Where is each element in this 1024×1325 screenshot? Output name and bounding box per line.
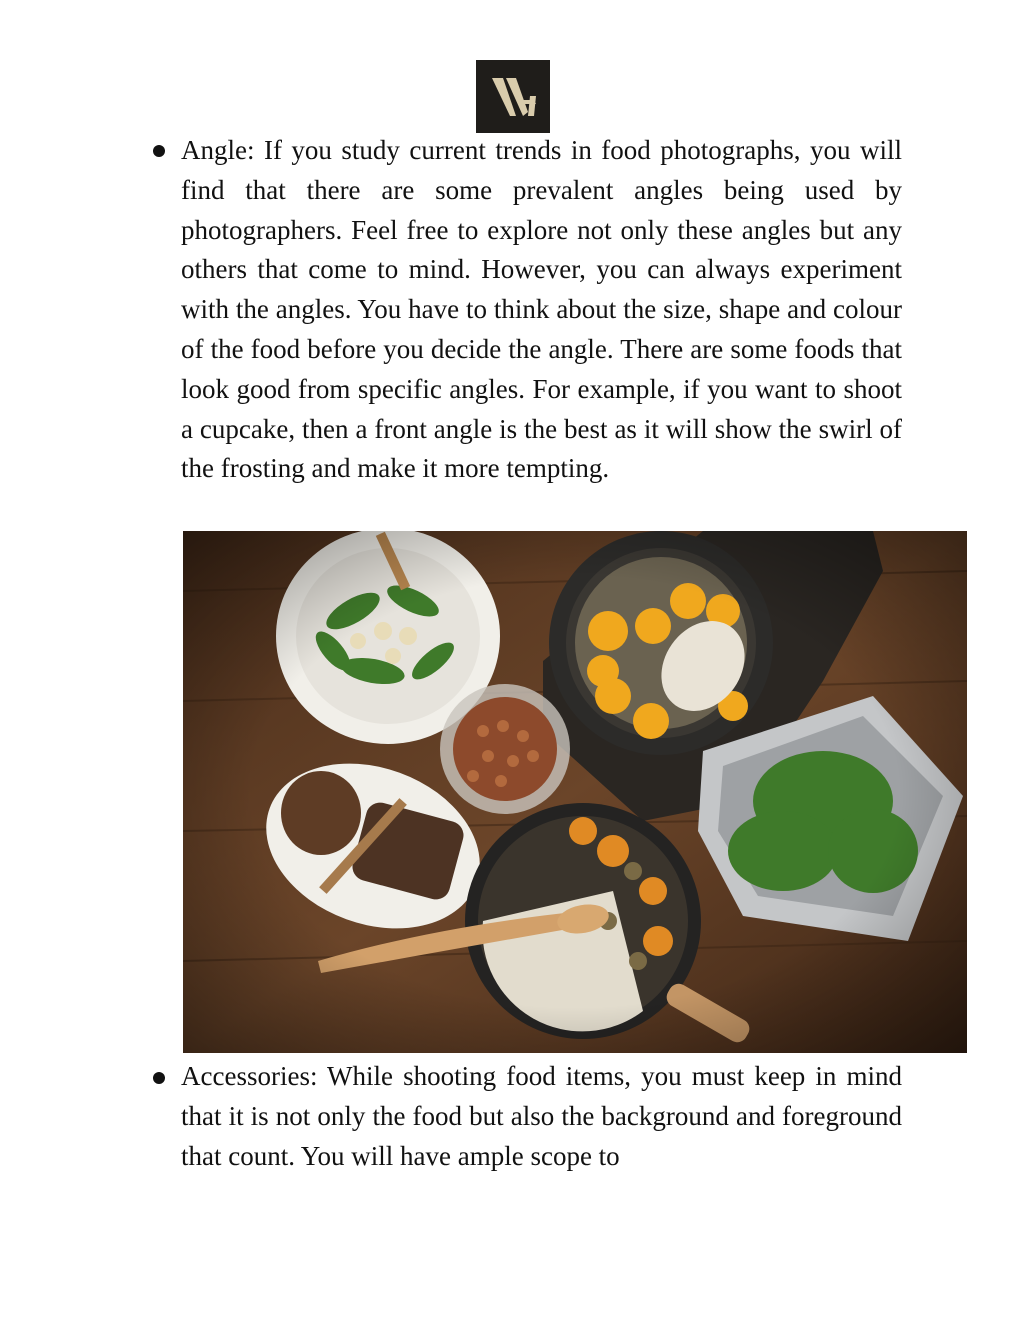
logo [476,60,550,133]
accessories-bullet [150,1057,910,1177]
food-spread-image [183,531,967,1053]
angle-paragraph: Angle: If you study current trends in food photographs, you will find that there are some prevalent angles being used by photographers. Feel free to explore not only these angles but any others that come to mind. However, you can always experiment with the angles. You have to think about the size, shape and colour of the food before you decide the angle. There are some foods that look good from specific angles. For example, if you want to shoot a cupcake, then a front angle is the best as it will show the swirl of the frosting and make it more tempting. [181,135,902,484]
angle-bullet [150,131,910,489]
bullet-icon [153,145,165,157]
monogram-logo-icon [476,60,550,133]
food-photo [183,531,967,1053]
accessories-paragraph: Accessories: While shooting food items, you must keep in mind that it is not only the food but also the background and foreground that count. You will have ample scope to [181,1061,902,1171]
bullet-icon [153,1072,165,1084]
